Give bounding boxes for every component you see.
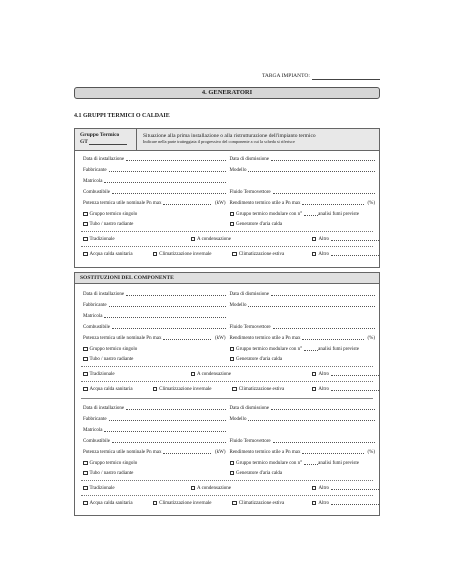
label-tradizionale: Tradizionale (89, 236, 115, 242)
targa-label: TARGA IMPIANTO: (262, 73, 310, 79)
field-altro-uso[interactable] (331, 252, 379, 256)
checkbox-generatore-aria[interactable] (230, 357, 235, 362)
label-matricola: Matricola (83, 428, 103, 433)
divider (81, 231, 373, 232)
checkbox-generatore-aria[interactable] (230, 471, 235, 476)
checkbox-clima-invernale[interactable] (153, 252, 158, 257)
checkbox-tubo-radiante[interactable] (83, 471, 88, 476)
checkbox-tradizionale[interactable] (83, 237, 88, 242)
gt-desc-line2: Indicare nella parte tratteggiata il progressivo del componente a cui la scheda si riferisce (143, 139, 295, 144)
label-altro: Altro (318, 236, 329, 242)
field-data-dismissione[interactable] (271, 406, 375, 410)
field-altro[interactable] (331, 372, 379, 376)
field-altro[interactable] (331, 486, 379, 490)
label-combustibile: Combustibile (83, 190, 110, 195)
label-fabbricante: Fabbricante (83, 168, 107, 173)
label-potenza: Potenza termica utile nominale Pn max (83, 336, 162, 341)
field-data-dismissione[interactable] (271, 157, 375, 161)
label-modello: Modello (229, 168, 247, 173)
label-clima-invernale: Climatizzazione invernale (159, 500, 212, 506)
checkbox-gruppo-modulare[interactable] (230, 461, 235, 466)
label-clima-estiva: Climatizzazione estiva (238, 386, 285, 392)
label-potenza: Potenza termica utile nominale Pn max (83, 450, 162, 455)
label-analisi-fumi: analisi fumi previste (318, 346, 359, 352)
label-generatore-aria: Generatore d'aria calda (236, 470, 283, 476)
unit-kw: (kW) (214, 450, 226, 455)
field-combustibile[interactable] (112, 325, 226, 329)
label-matricola: Matricola (83, 179, 103, 184)
field-potenza[interactable] (163, 336, 210, 340)
label-data-dismissione: Data di dismissione (229, 157, 269, 162)
field-matricola[interactable] (104, 179, 226, 183)
label-gruppo-singolo: Gruppo termico singolo (89, 460, 138, 466)
field-potenza[interactable] (163, 201, 210, 205)
label-data-dismissione: Data di dismissione (229, 406, 269, 411)
label-matricola: Matricola (83, 314, 103, 319)
gt-label-line1: Gruppo Termico (80, 132, 120, 138)
label-tradizionale: Tradizionale (89, 371, 115, 377)
checkbox-clima-invernale[interactable] (153, 501, 158, 506)
field-data-installazione[interactable] (126, 406, 225, 410)
checkbox-tradizionale[interactable] (83, 372, 88, 377)
label-data-installazione: Data di installazione (83, 292, 125, 297)
field-potenza[interactable] (163, 450, 210, 454)
label-condensazione: A condensazione (197, 485, 232, 491)
label-rendimento: Rendimento termico utile a Pn max (229, 201, 301, 206)
field-n-analisi[interactable] (304, 347, 318, 351)
gt-label (75, 129, 137, 150)
gt-header (75, 129, 379, 151)
field-rendimento[interactable] (302, 336, 363, 340)
checkbox-altro[interactable] (312, 372, 317, 377)
checkbox-altro[interactable] (312, 237, 317, 242)
checkbox-clima-estiva[interactable] (232, 387, 237, 392)
field-fabbricante[interactable] (109, 168, 226, 172)
checkbox-clima-estiva[interactable] (232, 501, 237, 506)
label-analisi-fumi: analisi fumi previste (318, 460, 359, 466)
label-modello: Modello (229, 417, 247, 422)
label-data-installazione: Data di installazione (83, 157, 125, 162)
label-acqua-calda: Acqua calda sanitaria (89, 386, 133, 392)
label-fabbricante: Fabbricante (83, 417, 107, 422)
label-clima-invernale: Climatizzazione invernale (159, 251, 212, 257)
label-modello: Modello (229, 303, 247, 308)
label-data-dismissione: Data di dismissione (229, 292, 269, 297)
label-potenza: Potenza termica utile nominale Pn max (83, 201, 162, 206)
checkbox-gruppo-modulare[interactable] (230, 212, 235, 217)
label-generatore-aria: Generatore d'aria calda (236, 221, 283, 227)
targa-impianto (262, 74, 380, 80)
field-data-installazione[interactable] (126, 157, 225, 161)
unit-percent: (%) (367, 201, 375, 206)
label-altro-uso: Altro (318, 251, 329, 257)
checkbox-generatore-aria[interactable] (230, 222, 235, 227)
label-combustibile: Combustibile (83, 325, 110, 330)
label-analisi-fumi: analisi fumi previste (318, 211, 359, 217)
unit-kw: (kW) (214, 201, 226, 206)
field-rendimento[interactable] (302, 450, 363, 454)
unit-kw: (kW) (214, 336, 226, 341)
divider (81, 366, 373, 367)
label-clima-estiva: Climatizzazione estiva (238, 251, 285, 257)
unit-percent: (%) (367, 336, 375, 341)
subsection-title: 4.1 GRUPPI TERMICI O CALDAIE (74, 113, 170, 119)
checkbox-condensazione[interactable] (191, 237, 196, 242)
unit-percent: (%) (367, 450, 375, 455)
checkbox-gruppo-singolo[interactable] (83, 347, 88, 352)
label-rendimento: Rendimento termico utile a Pn max (229, 450, 301, 455)
label-altro: Altro (318, 485, 329, 491)
divider (81, 381, 373, 382)
divider (81, 246, 373, 247)
field-combustibile[interactable] (112, 190, 226, 194)
label-fluido: Fluido Termovettore (229, 190, 271, 195)
checkbox-acqua-calda[interactable] (83, 252, 88, 257)
component-block (75, 399, 379, 508)
label-generatore-aria: Generatore d'aria calda (236, 356, 283, 362)
label-condensazione: A condensazione (197, 371, 232, 377)
field-fabbricante[interactable] (109, 303, 226, 307)
field-combustibile[interactable] (112, 439, 226, 443)
label-condensazione: A condensazione (197, 236, 232, 242)
checkbox-condensazione[interactable] (191, 372, 196, 377)
label-clima-invernale: Climatizzazione invernale (159, 386, 212, 392)
checkbox-tradizionale[interactable] (83, 486, 88, 491)
label-rendimento: Rendimento termico utile a Pn max (229, 336, 301, 341)
checkbox-clima-estiva[interactable] (232, 252, 237, 257)
label-acqua-calda: Acqua calda sanitaria (89, 500, 133, 506)
label-gruppo-singolo: Gruppo termico singolo (89, 346, 138, 352)
label-altro: Altro (318, 371, 329, 377)
field-rendimento[interactable] (302, 201, 363, 205)
field-modello[interactable] (248, 168, 375, 172)
label-fluido: Fluido Termovettore (229, 439, 271, 444)
field-modello[interactable] (248, 417, 375, 421)
divider (81, 495, 373, 496)
gt-number-field[interactable] (89, 141, 127, 145)
label-clima-estiva: Climatizzazione estiva (238, 500, 285, 506)
label-tubo-radiante: Tubo / nastro radiante (89, 470, 134, 476)
gt-description (137, 129, 322, 150)
label-acqua-calda: Acqua calda sanitaria (89, 251, 133, 257)
section-title: 4. GENERATORI (74, 87, 380, 99)
field-matricola[interactable] (104, 314, 226, 318)
label-gruppo-modulare: Gruppo termico modulare con n° (236, 460, 303, 466)
label-gruppo-singolo: Gruppo termico singolo (89, 211, 138, 217)
gt-desc-line1: Situazione alla prima installazione o alla ristrutturazione dell'impianto termico (143, 133, 316, 139)
gt-label-line2: GT (80, 138, 88, 145)
sostituzioni-box (74, 272, 380, 516)
label-gruppo-modulare: Gruppo termico modulare con n° (236, 211, 303, 217)
divider (81, 480, 373, 481)
component-block (75, 284, 379, 394)
label-altro-uso: Altro (318, 500, 329, 506)
label-gruppo-modulare: Gruppo termico modulare con n° (236, 346, 303, 352)
label-fabbricante: Fabbricante (83, 303, 107, 308)
field-data-dismissione[interactable] (271, 292, 375, 296)
field-n-analisi[interactable] (304, 461, 318, 465)
field-fluido[interactable] (273, 190, 375, 194)
checkbox-condensazione[interactable] (191, 486, 196, 491)
field-data-installazione[interactable] (126, 292, 225, 296)
checkbox-altro-uso[interactable] (312, 252, 317, 257)
sostituzioni-title: SOSTITUZIONI DEL COMPONENTE (75, 273, 379, 284)
component-block (75, 151, 379, 259)
checkbox-tubo-radiante[interactable] (83, 357, 88, 362)
label-combustibile: Combustibile (83, 439, 110, 444)
checkbox-gruppo-singolo[interactable] (83, 461, 88, 466)
label-data-installazione: Data di installazione (83, 406, 125, 411)
targa-input[interactable] (312, 75, 380, 80)
checkbox-acqua-calda[interactable] (83, 501, 88, 506)
checkbox-altro-uso[interactable] (312, 387, 317, 392)
field-matricola[interactable] (104, 428, 226, 432)
field-modello[interactable] (248, 303, 375, 307)
label-fluido: Fluido Termovettore (229, 325, 271, 330)
field-fluido[interactable] (273, 439, 375, 443)
gruppo-termico-box (74, 128, 380, 268)
checkbox-altro-uso[interactable] (312, 501, 317, 506)
label-altro-uso: Altro (318, 386, 329, 392)
checkbox-gruppo-singolo[interactable] (83, 212, 88, 217)
field-n-analisi[interactable] (304, 212, 318, 216)
checkbox-tubo-radiante[interactable] (83, 222, 88, 227)
field-altro[interactable] (331, 237, 379, 241)
label-tradizionale: Tradizionale (89, 485, 115, 491)
label-tubo-radiante: Tubo / nastro radiante (89, 356, 134, 362)
field-altro-uso[interactable] (331, 501, 379, 505)
label-tubo-radiante: Tubo / nastro radiante (89, 221, 134, 227)
checkbox-altro[interactable] (312, 486, 317, 491)
field-fabbricante[interactable] (109, 417, 226, 421)
checkbox-clima-invernale[interactable] (153, 387, 158, 392)
checkbox-acqua-calda[interactable] (83, 387, 88, 392)
checkbox-gruppo-modulare[interactable] (230, 347, 235, 352)
field-altro-uso[interactable] (331, 387, 379, 391)
field-fluido[interactable] (273, 325, 375, 329)
